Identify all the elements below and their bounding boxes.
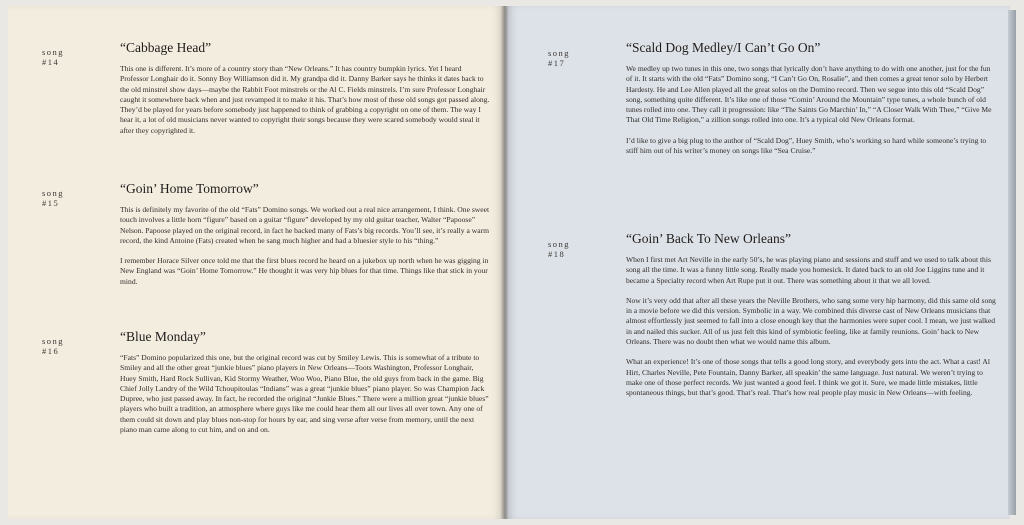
song-number: song #17 (548, 48, 571, 68)
paragraph: We medley up two tunes in this one, two songs that lyrically don’t have anything to do with one another, just for the fun of it. It starts with the old “Fats” Domino song, “I Can’t Go On, Rosalie”, and then comes a great tenor solo by Herbert Hardesty. He and Lee Allen played all the great solos on the Domino record. Then we segue into this old “Scald Dog” song, something quite different. It’s like one of those “Comin’ Around the Mountain” type tunes, a whole bunch of old tunes rolled into one. They call it progression: like “The Saints Go Marchin’ In,” “A Closer Walk With Thee,” “Give Me That Old Time Religion,” a zillion songs rolled into one. It’s a typical old New Orleans format. (626, 64, 992, 125)
song-title: “Goin’ Back To New Orleans” (626, 231, 791, 246)
song-title: “Goin’ Home Tomorrow” (120, 181, 259, 196)
paragraph: This one is different. It’s more of a country story than “New Orleans.” It has country bumpkin lyrics. Yet I heard Professor Longhair do it. Sonny Boy Williamson did it. My grandpa did it. Danny Barker says he thinks it dates back to the old minstrel show days—maybe the Rabbit Foot minstrels or the Al C. Fields minstrels. I’m sure Professor Longhair caught it somewhere back when and just revamped it to make it his. That’s how most of these old songs got passed along. They’d be played for years before somebody just happened to think of grabbing a copyright on one of them. The way I hear it, a lot of old musicians never wanted to copyright their songs because they were scared somebody would steal it after they copyrighted it. (120, 64, 490, 135)
song-notes (120, 205, 490, 287)
song-notes (120, 353, 490, 435)
song-notes (626, 255, 996, 399)
page-edge (1008, 10, 1016, 515)
paragraph: “Fats” Domino popularized this one, but the original record was cut by Smiley Lewis. This is somewhat of a tribute to Smiley and all the other great “junkie blues” piano players in New Orleans—Toots Washington, Professor Longhair, Huey Smith, Hard Rock Sullivan, Kid Stormy Weather, Woo Woo, Piano Blue, the old guys from back in the game. Big Chief Jolly Landry of the Wild Tchoupitoulas “Indians” was a great “junkie blues” piano player. So was Champion Jack Dupree, who just passed away. In fact, he recorded the original “Junkie Blues.” There were a million great “junkie blues” players who built a tradition, an atmosphere where guys like me could hear them all our lives all over town. Any one of them could sit down and play blues non-stop for hours by ear, and sing verse after verse from memory, until the next piano man came along to cut him, and on and on. (120, 353, 489, 435)
song-title: “Blue Monday” (120, 329, 206, 344)
paragraph: This is definitely my favorite of the old “Fats” Domino songs. We worked out a real nice arrangement, I think. One sweet touch involves a little horn “figure” based on a guitar “figure” developed by my old guitar teacher, Walter “Papoose” Nelson. Papoose played on the original record, in fact he backed many of Fats’s big records. You’ll see, it’s really a warm record, the kind Antoine (Fats) created when he sang much higher and had a bluesier style to his “thing.” (120, 205, 490, 245)
paragraph: I’d like to give a big plug to the author of “Scald Dog”, Huey Smith, who’s working so hard while someone’s trying to stiff him out of his writer’s money on songs like “Sea Cruise.” (626, 135, 987, 156)
left-page (8, 6, 502, 519)
song-number: song #14 (42, 47, 65, 67)
song-number: song #15 (42, 188, 65, 208)
song-title: “Scald Dog Medley/I Can’t Go On” (626, 40, 821, 55)
paragraph: I remember Horace Silver once told me that the first blues record he heard on a jukebox up north when he was gigging in New England was “Goin’ Home Tomorrow.” He thought it was very hip blues for that time. Things like that stick in your mind. (120, 256, 489, 286)
song-number: song #16 (42, 336, 65, 356)
right-page (508, 6, 1010, 519)
song-notes (120, 64, 490, 136)
paragraph: When I first met Art Neville in the early 50’s, he was playing piano and sessions and stuff and we used to talk about this song all the time. It was a funny little song. Really made you homesick. It dated back to an old Joe Liggins tune and it became a Specialty record when Art Rupe put it out. There was something about it that we all loved. (626, 255, 991, 285)
paragraph: What an experience! It’s one of those songs that tells a good long story, and everybody gets into the act. What a cast! Al Hirt, Charles Neville, Pete Fountain, Danny Barker, all speakin’ the same language. Just natural. We weren’t trying to make one of those perfect records. We just wanted a good feel. I think we got it. Sure, we made little mistakes, little spontaneous things, but that’s good. That’s real. That’s how real people play music in New Orleans—with feeling. (626, 357, 990, 398)
song-title: “Cabbage Head” (120, 40, 212, 55)
paragraph: Now it’s very odd that after all these years the Neville Brothers, who sang some very hip harmony, did this same old song in a movie before we did this version. Symbolic in a way. We combined this diverse cast of New Orleans musicians that almost effortlessly just seemed to fall into a close enough key that the harmonies were super cool. I mean, we just walked in and nailed this sucker. All of us just felt this kind of symbiotic feeling, like at family reunions. Goin’ back to New Orleans. There was no doubt then what we would name this album. (626, 295, 996, 347)
song-notes (626, 64, 996, 156)
song-number: song #18 (548, 239, 571, 259)
